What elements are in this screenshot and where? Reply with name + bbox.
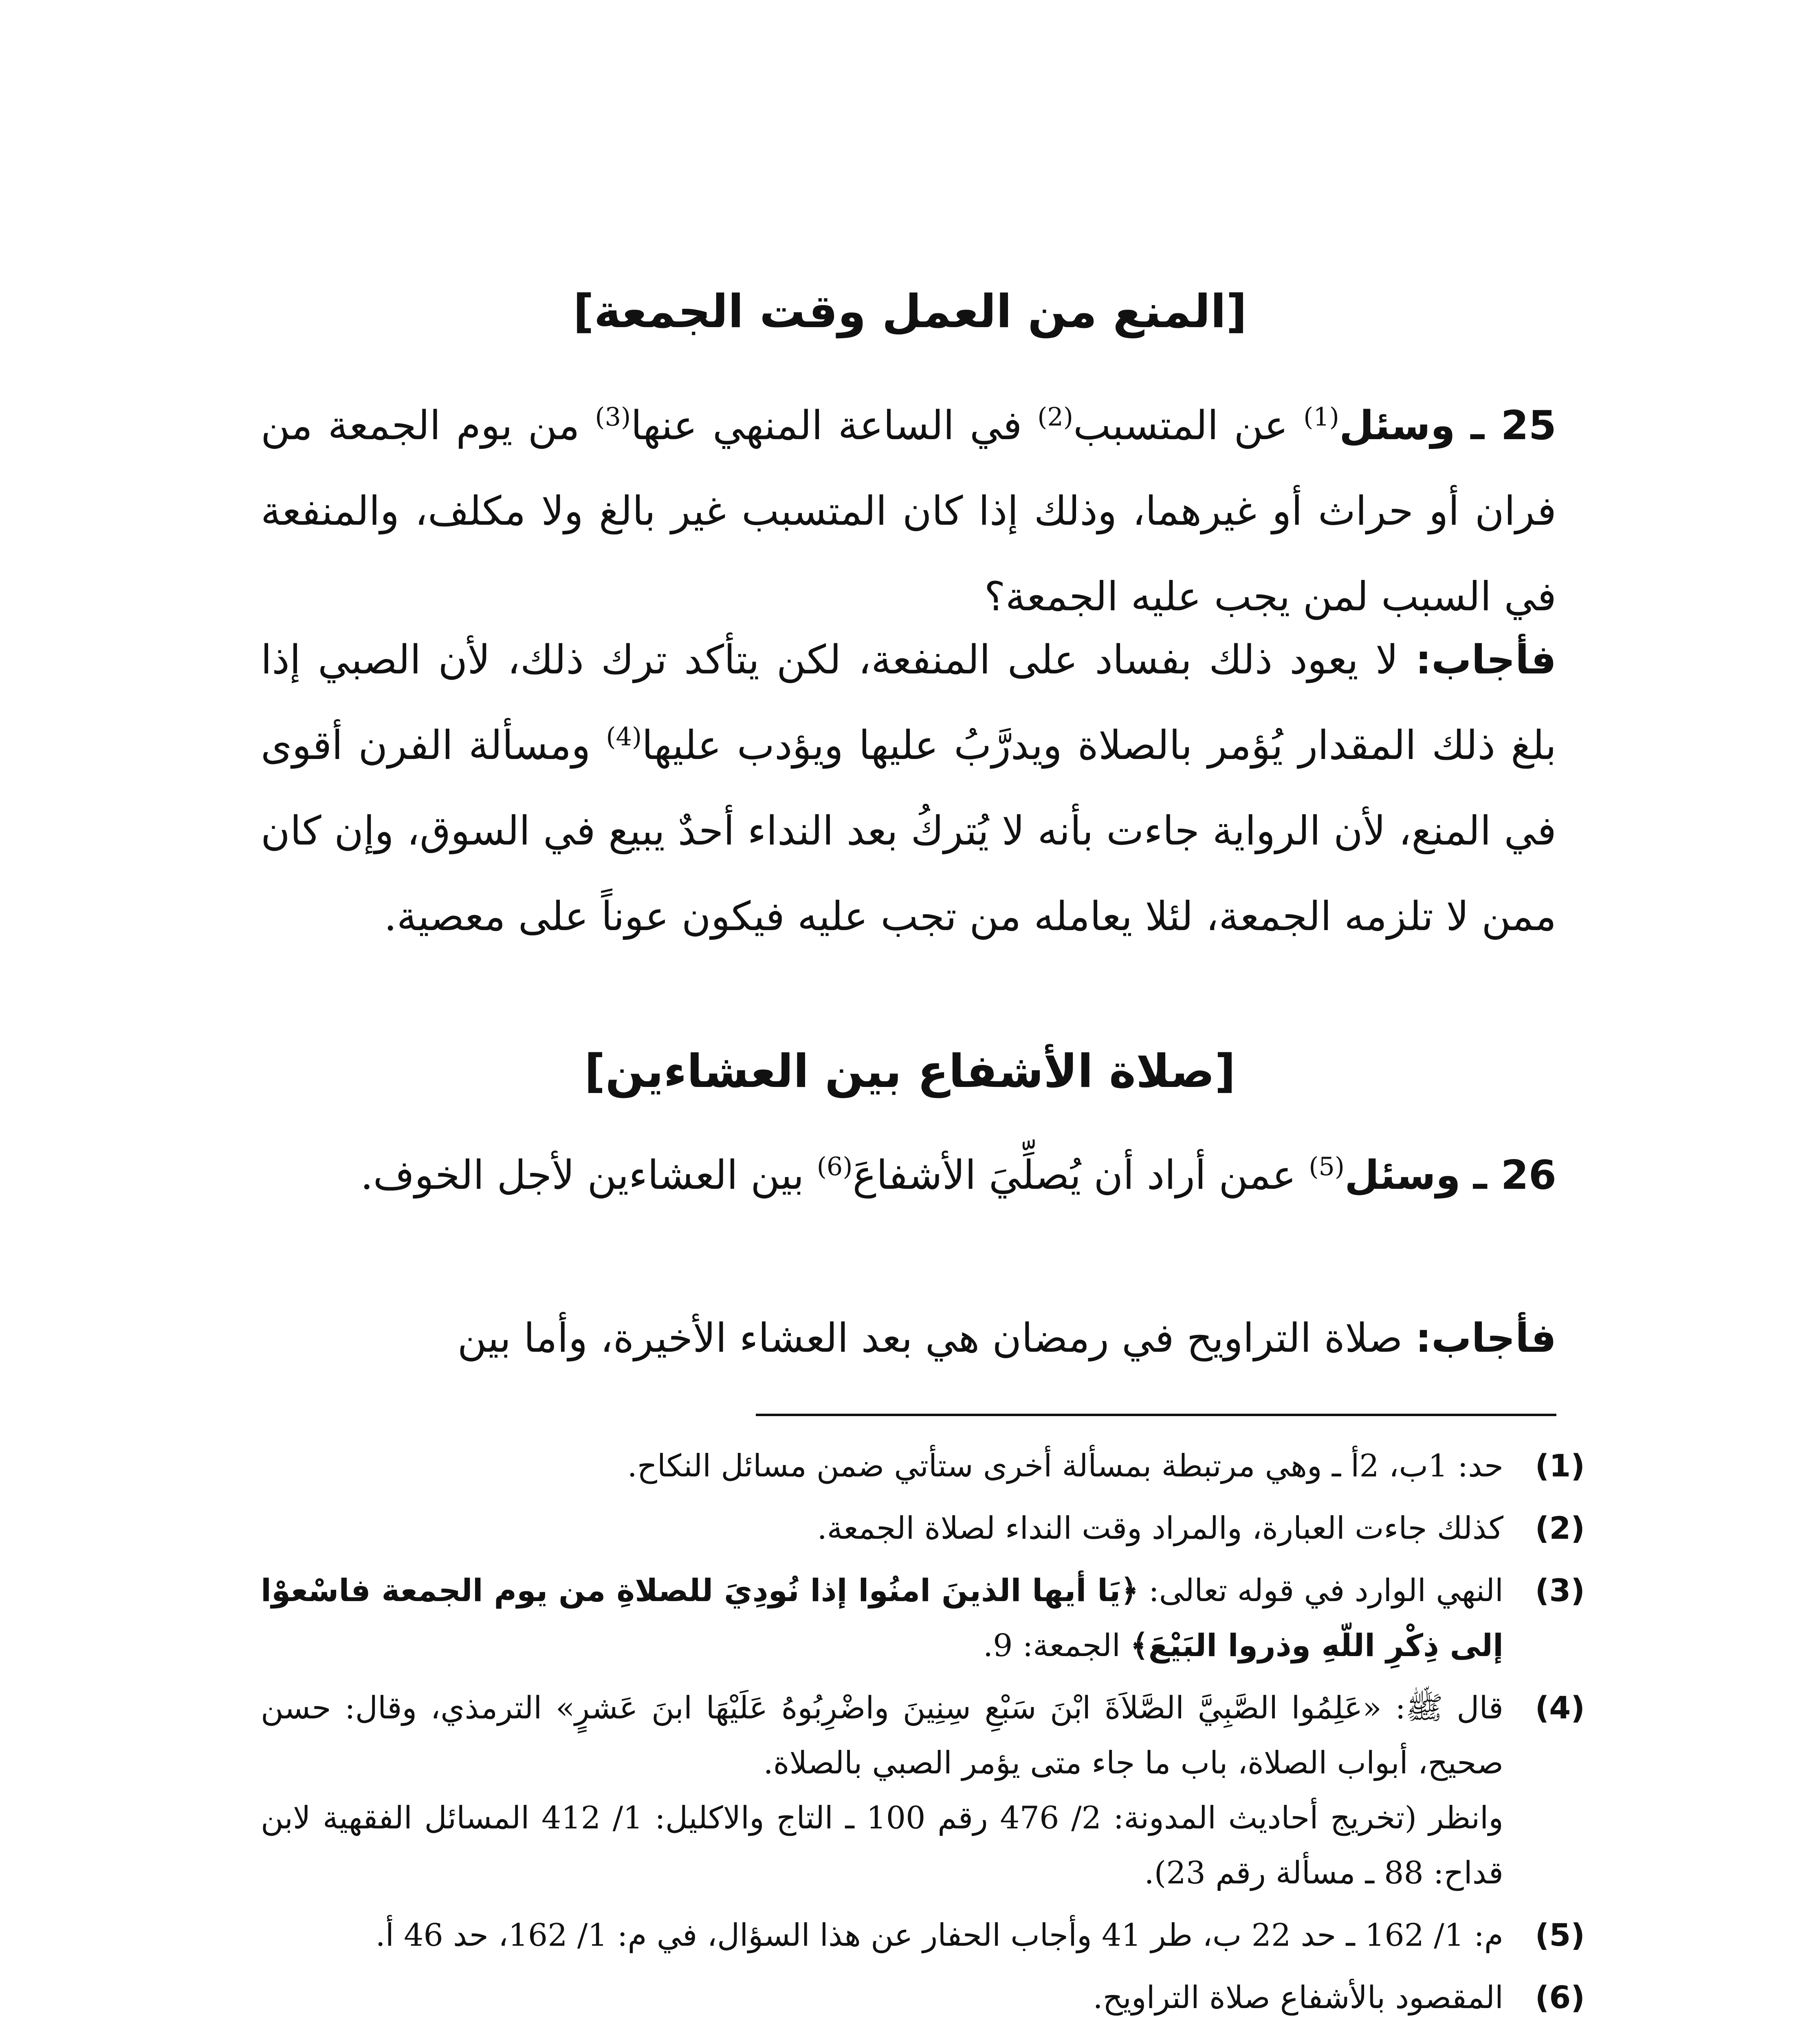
question-text: عمن أراد أن يُصلِّيَ الأشفاعَ — [852, 1152, 1309, 1199]
footnote-ref: (2) — [1037, 402, 1074, 432]
section-heading-ashfa-prayer: [صلاة الأشفاع بين العشاءين] — [584, 1045, 1236, 1098]
footnote-4 — [261, 1680, 1585, 1900]
footnote-separator — [756, 1414, 1556, 1416]
answer-25 — [261, 617, 1556, 959]
footnote-ref: (3) — [595, 402, 631, 432]
footnote-number: (5) — [1535, 1917, 1585, 1953]
footnote-text: النهي الوارد في قوله تعالى: — [1138, 1572, 1503, 1608]
footnote-ref: (6) — [816, 1151, 853, 1181]
quran-quote: ﴿يَا أيها الذينَ امنُوا إذا نُودِيَ للصلاةِ من يوم الجمعة فاسْعوْا إلى ذِكْرِ اللّهِ وذروا البَيْعَ﴾ — [261, 1572, 1503, 1663]
footnote-text: المقصود بالأشفاع صلاة التراويح. — [1093, 1979, 1503, 2015]
footnote-number: (6) — [1535, 1979, 1585, 2015]
footnote-number: (3) — [1535, 1572, 1585, 1608]
answer-keyword: فأجاب: — [1415, 1315, 1556, 1362]
footnote-text: وانظر (تخريج أحاديث المدونة: 2/ 476 رقم 100 ـ التاج والاكليل: 1/ 412 المسائل الفقهية لابن قداح: 88 ـ مسألة رقم 23). — [261, 1799, 1503, 1891]
footnote-6 — [261, 1970, 1585, 2025]
footnote-ref: (4) — [606, 722, 642, 752]
footnote-ref: (5) — [1309, 1151, 1345, 1181]
question-text: من يوم الجمعة من فران أو حراث أو غيرهما، وذلك إذا كان المتسبب غير بالغ ولا مكلف، والمنفعة في السبب لمن يجب عليه الجمعة؟ — [261, 403, 1556, 620]
answer-text: صلاة التراويح في رمضان هي بعد العشاء الأخيرة، وأما بين — [457, 1315, 1415, 1362]
footnote-number: (1) — [1535, 1447, 1585, 1484]
footnote-text: كذلك جاءت العبارة، والمراد وقت النداء لصلاة الجمعة. — [817, 1510, 1503, 1546]
footnote-text: م: 1/ 162 ـ حد 22 ب، طر 41 وأجاب الحفار عن هذا السؤال، في م: 1/ 162، حد 46 أ. — [375, 1917, 1503, 1953]
footnote-text: قال ﷺ: «عَلِمُوا الصَّبِيَّ الصَّلاَةَ ابْنَ سَبْعِ سِنِينَ واضْرِبُوهُ عَلَيْهَا ابنَ عَشرٍ» الترمذي، وقال: حسن صحيح، أبواب الصلاة، باب ما جاء متى يؤمر الصبي بالصلاة. — [261, 1689, 1503, 1781]
section-heading-friday-work: [المنع من العمل وقت الجمعة] — [573, 285, 1247, 338]
footnote-number: (2) — [1535, 1510, 1585, 1546]
question-number: 26 ـ — [1473, 1152, 1556, 1199]
answer-keyword: فأجاب: — [1415, 637, 1556, 683]
answer-26 — [261, 1296, 1556, 1381]
question-text: بين العشاءين لأجل الخوف. — [360, 1152, 817, 1199]
question-25 — [261, 383, 1556, 640]
footnote-1 — [261, 1438, 1585, 1493]
footnote-3 — [261, 1563, 1585, 1673]
footnote-text: حد: 1ب، 2أ ـ وهي مرتبطة بمسألة أخرى ستأتي ضمن مسائل النكاح. — [627, 1447, 1503, 1484]
footnote-ref: (1) — [1303, 402, 1339, 432]
question-number: 25 ـ — [1470, 403, 1556, 449]
question-keyword: وسئل — [1339, 403, 1455, 449]
footnote-2 — [261, 1500, 1585, 1555]
footnote-number: (4) — [1535, 1689, 1585, 1726]
footnote-5 — [261, 1907, 1585, 1962]
footnotes — [261, 1438, 1585, 2032]
footnote-text: الجمعة: 9. — [983, 1627, 1131, 1663]
question-keyword: وسئل — [1345, 1152, 1461, 1199]
question-26 — [261, 1133, 1556, 1218]
question-text: عن المتسبب — [1073, 403, 1304, 449]
question-text: في الساعة المنهي عنها — [631, 403, 1038, 449]
answer-text: لا يعود ذلك بفساد على المنفعة، لكن يتأكد ترك ذلك، لأن الصبي إذا بلغ ذلك المقدار يُؤمر بالصلاة ويدرَّبُ عليها ويؤدب عليها — [261, 637, 1556, 769]
answer-text: ومسألة الفرن أقوى في المنع، لأن الرواية جاءت بأنه لا يُتركُ بعد النداء أحدٌ يبيع في السوق، وإن كان ممن لا تلزمه الجمعة، لئلا يعامله من تجب عليه فيكون عوناً على معصية. — [261, 722, 1556, 940]
footnote-text-block — [261, 1563, 1503, 1673]
